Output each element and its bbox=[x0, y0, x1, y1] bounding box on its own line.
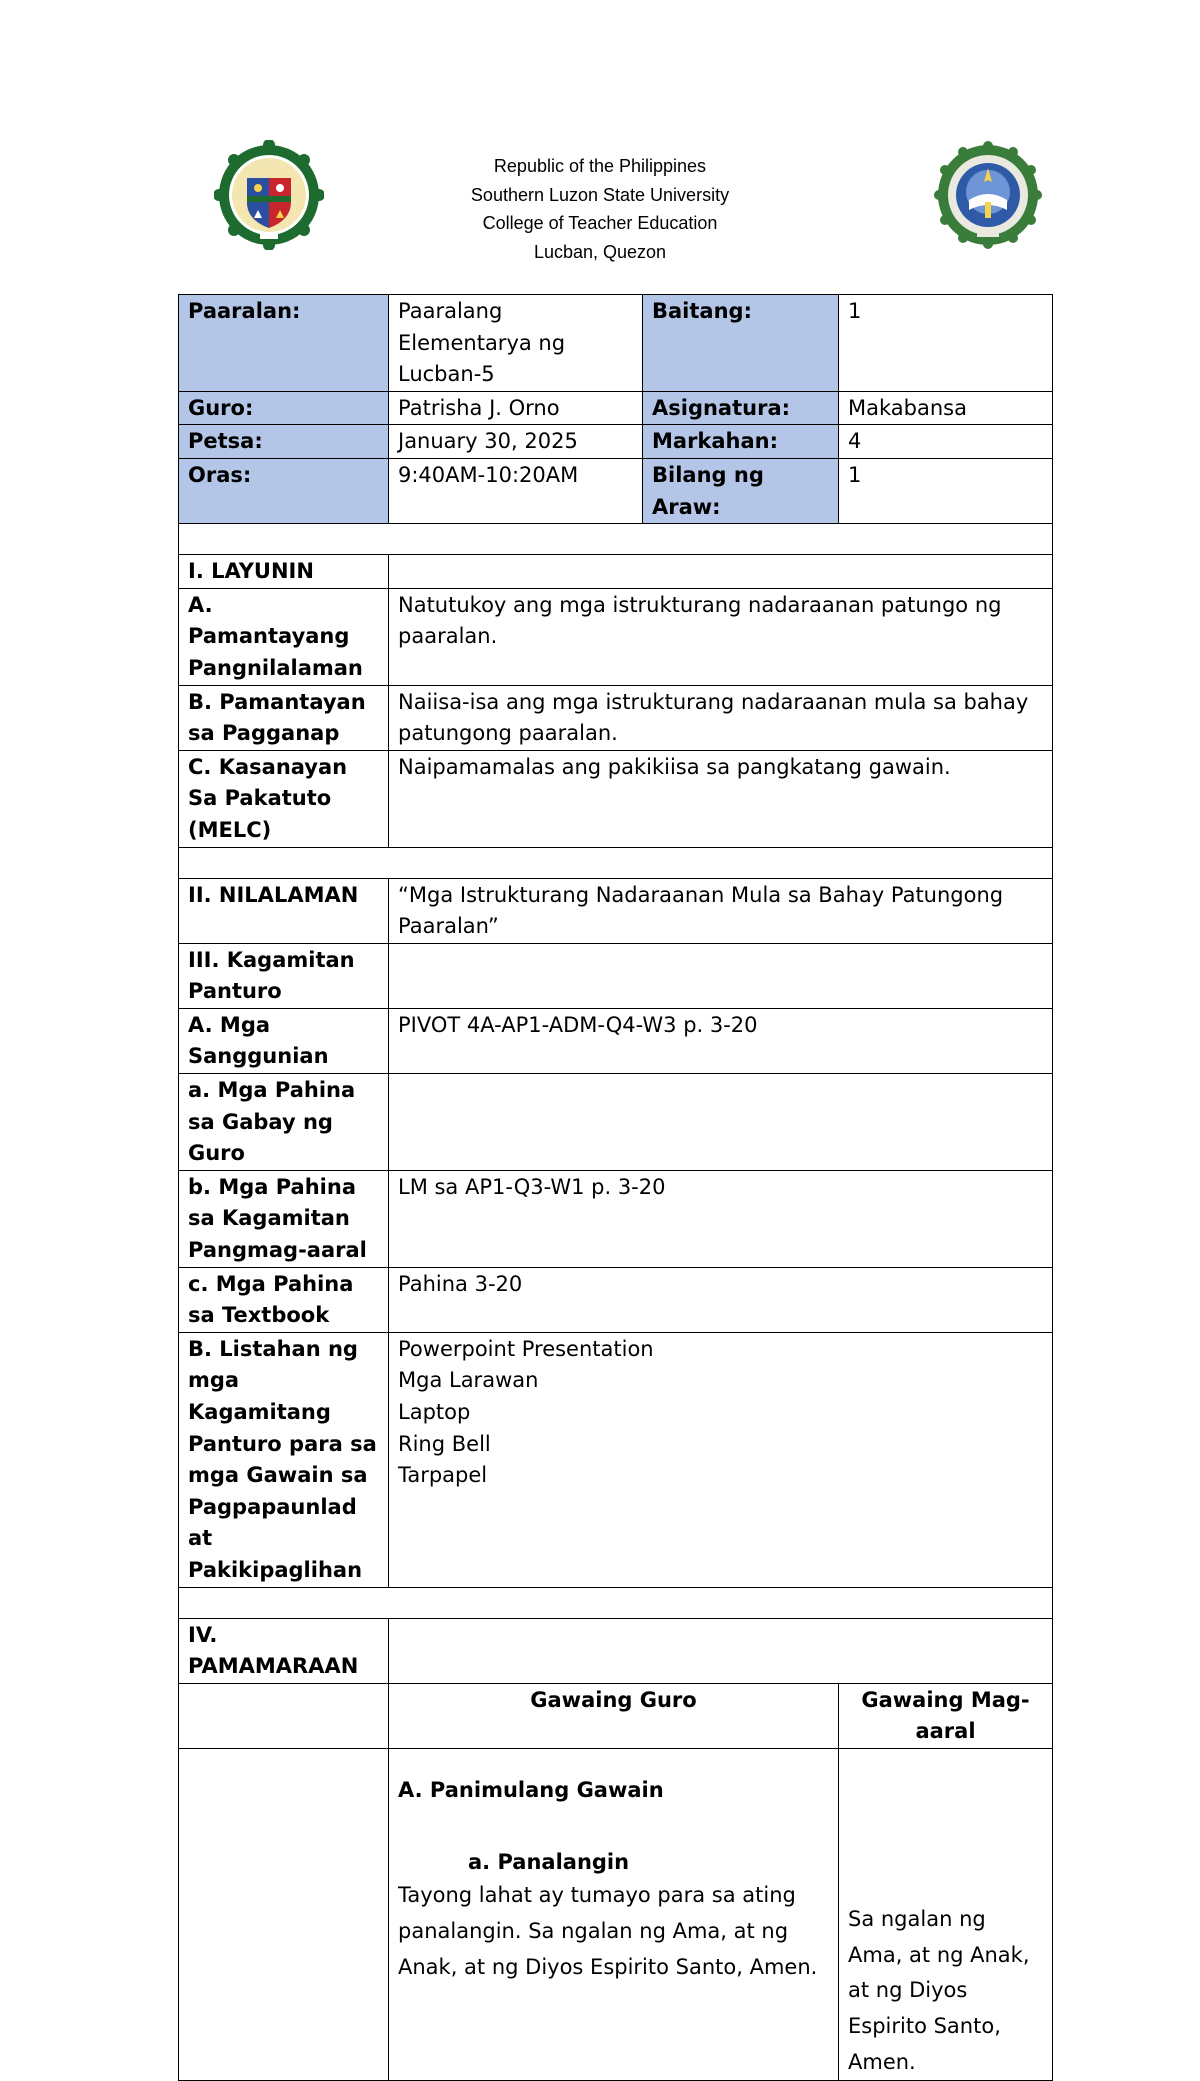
kagamitan-heading: III. Kagamitan Panturo bbox=[179, 943, 389, 1008]
asignatura-label: Asignatura: bbox=[643, 391, 839, 425]
kagamitan-pangmag-aaral-value: LM sa AP1-Q3-W1 p. 3-20 bbox=[389, 1170, 1053, 1267]
sanggunian-value: PIVOT 4A-AP1-ADM-Q4-W3 p. 3-20 bbox=[389, 1008, 1053, 1073]
pamantayan-sa-pagganap-value: Naiisa-isa ang mga istrukturang nadaraanan mula sa bahay patungong paaralan. bbox=[389, 685, 1053, 750]
panimulang-gawain-title: A. Panimulang Gawain bbox=[398, 1777, 664, 1802]
guro-value: Patrisha J. Orno bbox=[389, 391, 643, 425]
gawaing-mag-aaral-header: Gawaing Mag-aaral bbox=[839, 1683, 1053, 1748]
gawaing-guro-cell bbox=[389, 1748, 839, 2081]
nilalaman-heading: II. NILALAMAN bbox=[179, 878, 389, 943]
gawaing-guro-header: Gawaing Guro bbox=[389, 1683, 839, 1748]
nilalaman-row bbox=[179, 878, 1053, 943]
pamamaraan-heading-row bbox=[179, 1618, 1053, 1683]
list-item: Laptop bbox=[398, 1400, 471, 1424]
info-row bbox=[179, 425, 1053, 459]
gawaing-mag-aaral-cell bbox=[839, 1748, 1053, 2081]
header-line-republic: Republic of the Philippines bbox=[493, 156, 707, 176]
panalangin-title: a. Panalangin bbox=[468, 1849, 630, 1874]
info-row bbox=[179, 295, 1053, 392]
layunin-row bbox=[179, 685, 1053, 750]
spacer-row bbox=[179, 1587, 1053, 1618]
pamantayan-sa-pagganap-label: B. Pamantayan sa Pagganap bbox=[179, 685, 389, 750]
bilang-ng-araw-label: Bilang ng Araw: bbox=[643, 458, 839, 523]
kagamitan-pangmag-aaral-label: b. Mga Pahina sa Kagamitan Pangmag-aaral bbox=[179, 1170, 389, 1267]
mag-aaral-panalangin-text: Sa ngalan ng Ama, at ng Anak, at ng Diyos Espirito Santo, Amen. bbox=[848, 1906, 1030, 2074]
kagamitan-row bbox=[179, 1332, 1053, 1587]
paaralan-value: Paaralang Elementarya ng Lucban-5 bbox=[389, 295, 643, 392]
kagamitan-row bbox=[179, 1267, 1053, 1332]
kagamitan-heading-row bbox=[179, 943, 1053, 1008]
header-line-college: College of Teacher Education bbox=[482, 213, 718, 233]
header-line-location: Lucban, Quezon bbox=[533, 241, 667, 262]
textbook-value: Pahina 3-20 bbox=[389, 1267, 1053, 1332]
kagamitan-row bbox=[179, 1170, 1053, 1267]
layunin-heading: I. LAYUNIN bbox=[179, 555, 389, 589]
layunin-row bbox=[179, 588, 1053, 685]
kasanayan-value: Naipamamalas ang pakikiisa sa pangkatang gawain. bbox=[389, 750, 1053, 847]
petsa-value: January 30, 2025 bbox=[389, 425, 643, 459]
oras-label: Oras: bbox=[179, 458, 389, 523]
pamamaraan-columns-row bbox=[179, 1683, 1053, 1748]
panimulang-gawain-row bbox=[179, 1748, 1053, 2081]
info-row bbox=[179, 458, 1053, 523]
layunin-heading-row bbox=[179, 555, 1053, 589]
list-item: Powerpoint Presentation bbox=[398, 1336, 654, 1361]
guro-label: Guro: bbox=[179, 391, 389, 425]
bilang-ng-araw-value: 1 bbox=[839, 458, 1053, 523]
pamamaraan-heading: IV. PAMAMARAAN bbox=[179, 1618, 389, 1683]
school-header bbox=[400, 152, 800, 266]
spacer-row bbox=[179, 524, 1053, 555]
paaralan-label: Paaralan: bbox=[179, 295, 389, 392]
pamantayang-pangnilalaman-value: Natutukoy ang mga istrukturang nadaraanan patungo ng paaralan. bbox=[389, 588, 1053, 685]
baitang-label: Baitang: bbox=[643, 295, 839, 392]
markahan-value: 4 bbox=[839, 425, 1053, 459]
sanggunian-label: A. Mga Sanggunian bbox=[179, 1008, 389, 1073]
header-line-university: Southern Luzon State University bbox=[470, 184, 730, 205]
petsa-label: Petsa: bbox=[179, 425, 389, 459]
guro-panalangin-text: Tayong lahat ay tumayo para sa ating panalangin. Sa ngalan ng Ama, at ng Anak, at ng Diyos Espirito Santo, Amen. bbox=[398, 1883, 818, 1979]
listahan-value bbox=[389, 1332, 1053, 1587]
list-item: Tarpapel bbox=[398, 1463, 488, 1488]
nilalaman-value: “Mga Istrukturang Nadaraanan Mula sa Bahay Patungong Paaralan” bbox=[389, 878, 1053, 943]
list-item: Mga Larawan bbox=[398, 1368, 539, 1393]
info-row bbox=[179, 391, 1053, 425]
gabay-ng-guro-value bbox=[389, 1074, 1053, 1171]
markahan-label: Markahan: bbox=[643, 425, 839, 459]
cte-seal-icon bbox=[933, 140, 1043, 250]
kagamitan-row bbox=[179, 1074, 1053, 1171]
gabay-ng-guro-label: a. Mga Pahina sa Gabay ng Guro bbox=[179, 1074, 389, 1171]
lesson-plan-table bbox=[178, 294, 1053, 2081]
slsu-seal-icon bbox=[214, 140, 324, 250]
asignatura-value: Makabansa bbox=[839, 391, 1053, 425]
kagamitan-row bbox=[179, 1008, 1053, 1073]
baitang-value: 1 bbox=[839, 295, 1053, 392]
kasanayan-label: C. Kasanayan Sa Pakatuto (MELC) bbox=[179, 750, 389, 847]
listahan-label: B. Listahan ng mga Kagamitang Panturo para sa mga Gawain sa Pagpapaunlad at Pakikipaglihan bbox=[179, 1332, 389, 1587]
pamantayang-pangnilalaman-label: A. Pamantayang Pangnilalaman bbox=[179, 588, 389, 685]
layunin-row bbox=[179, 750, 1053, 847]
oras-value: 9:40AM-10:20AM bbox=[389, 458, 643, 523]
list-item: Ring Bell bbox=[398, 1431, 491, 1456]
spacer-row bbox=[179, 847, 1053, 878]
textbook-label: c. Mga Pahina sa Textbook bbox=[179, 1267, 389, 1332]
